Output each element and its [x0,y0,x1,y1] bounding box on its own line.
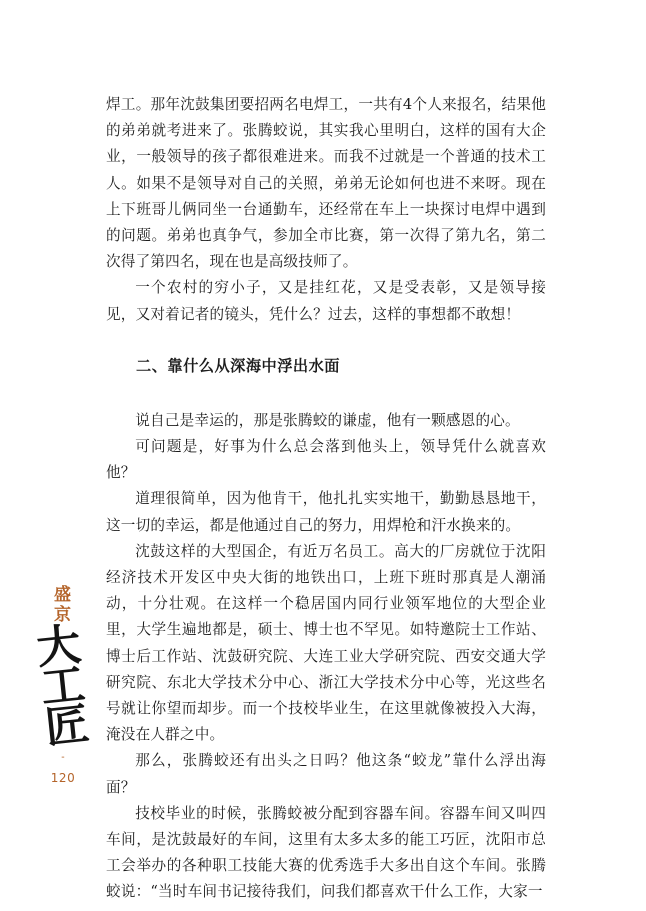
page-number: 120 [50,771,76,785]
calligraphy-line: 匠 [42,698,92,754]
paragraph: 一个农村的穷小子，又是挂红花，又是受表彰，又是领导接见，又对着记者的镜头，凭什么？过去，这样的事想都不敢想！ [106,279,546,323]
paragraph: 焊工。那年沈鼓集团要招两名电焊工，一共有4个人来报名，结果他的弟弟就考进来了。张腾蛟说，其实我心里明白，这样的国有大企业，一般领导的孩子都很难进来。而我不过就是一个普通的技术工人。如果不是领导对自己的关照，弟弟无论如何也进不来呀。现在上下班哥儿俩同坐一台通勤车，还经常在车上一块探讨电焊中遇到的问题。弟弟也真争气，参加全市比赛，第一次得了第九名，第二次得了第四名，现在也是高级技师了。 [106,96,546,271]
paragraph: 那么，张腾蛟还有出头之日吗？他这条“蛟龙”靠什么浮出海面？ [106,752,546,796]
folio-dash: - [61,752,65,763]
series-title-calligraphy [24,619,102,754]
book-sidebar-brand [30,585,96,785]
body-text [106,92,546,906]
paragraph: 说自己是幸运的，那是张腾蛟的谦虚，他有一颗感恩的心。 [135,411,520,429]
paragraph: 沈鼓这样的大型国企，有近万名员工。高大的厂房就位于沈阳经济技术开发区中央大街的地铁出口，上班下班时那真是人潮涌动，十分壮观。在这样一个稳居国内同行业领军地位的大型企业里，大学生遍地都是，硕士、博士也不罕见。如特邀院士工作站、博士后工作站、沈鼓研究院、大连工业大学研究院、西安交通大学研究院、东北大学技术分中心、浙江大学技术分中心等，光这些名号就让你望而却步。而一个技校毕业生，在这里就像被投入大海，淹没在人群之中。 [106,542,546,744]
calligraphy-line: 大工 [34,619,88,715]
paragraph: 道理很简单，因为他肯干，他扎扎实实地干，勤勤恳恳地干，这一切的幸运，都是他通过自己的努力，用焊枪和汗水换来的。 [106,490,546,534]
section-heading: 二、靠什么从深海中浮出水面 [136,356,340,375]
series-title-small [30,585,96,625]
series-title-char: 盛 [54,585,72,605]
paragraph: 技校毕业的时候，张腾蛟被分配到容器车间。容器车间又叫四车间，是沈鼓最好的车间，这里有太多太多的能工巧匠，沈阳市总工会举办的各种职工技能大赛的优秀选手大多出自这个车间。张腾蛟说：“当时车间书记接待我们，问我们都喜欢干什么工作，大家一 [106,804,546,901]
paragraph: 可问题是，好事为什么总会落到他头上，领导凭什么就喜欢他？ [106,438,546,482]
series-title-char: 京 [54,605,72,625]
